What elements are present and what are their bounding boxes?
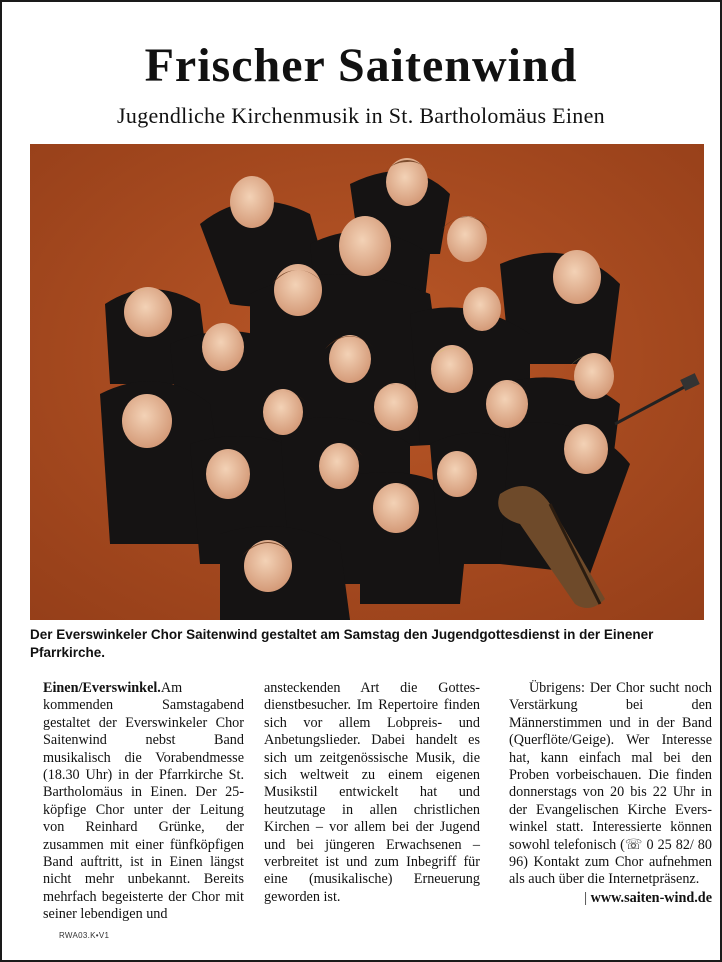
website-link[interactable]	[509, 890, 712, 907]
url-marker: |	[584, 889, 588, 906]
body-text-1: Am kommenden Samstagabend gestaltet der Everswinkeler Chor Saitenwind nebst Band musikalisch die Vorabendmesse (18.30 Uhr) in der Pfarrkirche St. Bartholomäus in Einen. Der 25-köpfige Chor unter der Leitung von Reinhard Grünke, der zusammen mit einer fünfköpfigen Band auftritt, ist in Einen längst nicht mehr unbekannt. Bereits mehrfach begeisterte der Chor mit seiner lebendigen und	[43, 680, 244, 923]
print-code: RWA03.K•V1	[59, 931, 110, 940]
website-url[interactable]: www.saiten-wind.de	[590, 889, 712, 906]
headline: Frischer Saitenwind	[144, 39, 578, 92]
choir-photo	[30, 144, 704, 620]
body-text-3: Übrigens: Der Chor sucht noch Verstärkung bei den Männerstimmen und in der Band (Querflöte/Geige). Wer Interesse hat, kann einfach mal bei den Proben vorbeischauen. Die finden donnerstags von 20 bis 22 Uhr in der Evangelischen Kirche Everswinkel statt. Interessierte können sowohl telefonisch (☏ 0 25 82/ 80 96) Kontakt zum Chor aufnehmen als auch über die Internetpräsenz.	[509, 680, 712, 888]
dateline: Einen/Everswinkel.	[43, 680, 161, 696]
body-text-2: ansteckenden Art die Gottesdienstbesucher. Im Repertoire finden sich vor allem Lobpreis- und Anbetungslieder. Dabei handelt es sich um zeitgenössische Musik, die sich weltweit zu einem eigenen Musikstil entwickelt hat und heutzutage in allen christlichen Kirchen – vor allem bei der Jugend und bei jüngeren Erwachsenen – verbreitet ist und zum Inbegriff für eine (musikalische) Erneuerung geworden ist.	[264, 680, 480, 905]
article-column-3	[509, 680, 712, 907]
article-column-1	[43, 680, 244, 924]
article-column-2	[264, 680, 480, 906]
choir-photo-illustration	[30, 144, 704, 620]
photo-caption: Der Everswinkeler Chor Saitenwind gestaltet am Samstag den Jugendgottesdienst in der Einener Pfarrkirche.	[30, 627, 654, 660]
subheadline: Jugendliche Kirchenmusik in St. Bartholomäus Einen	[117, 103, 605, 128]
